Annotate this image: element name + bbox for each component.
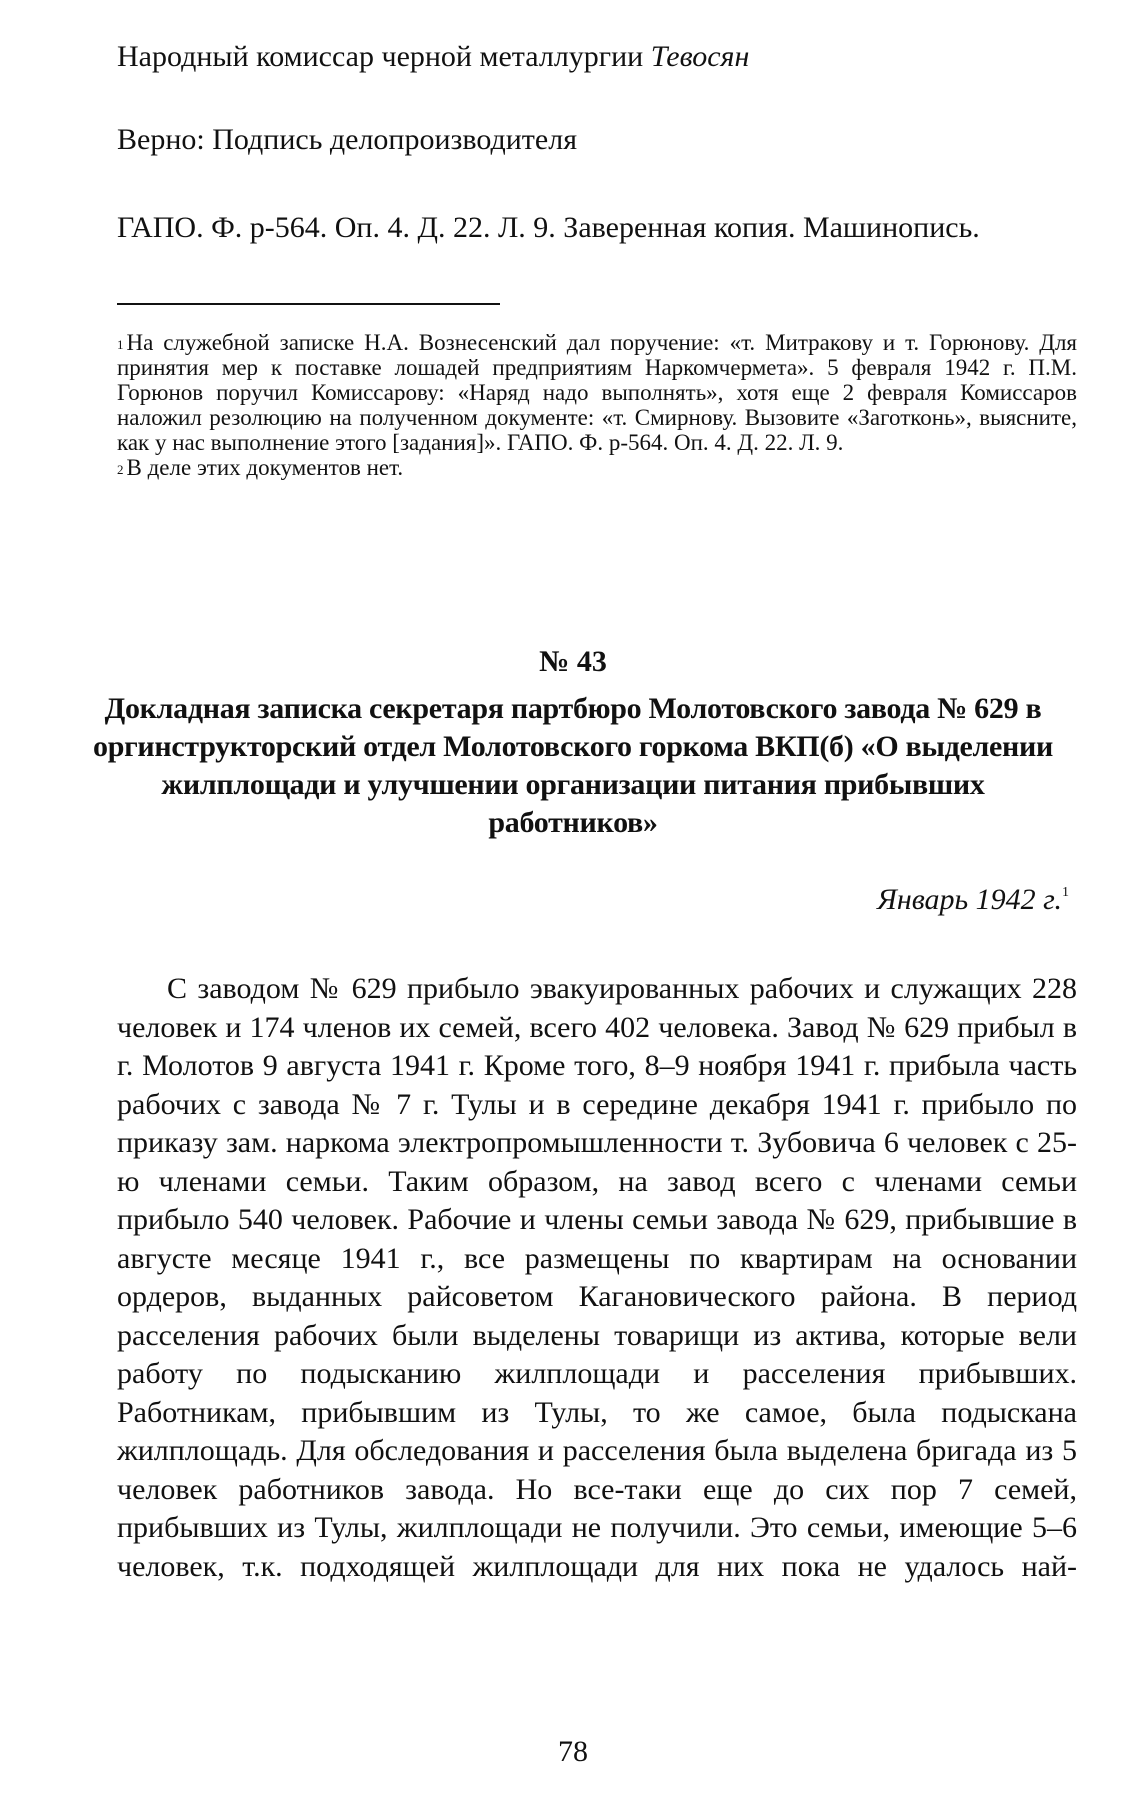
date-footnote-mark: 1 [1062, 885, 1069, 900]
signature-line: Народный комиссар черной металлургии [117, 40, 644, 73]
document-date-text: Январь 1942 г. [877, 883, 1062, 916]
document-title: Докладная записка секретаря партбюро Молотовского завода № 629 в оргинструкторский отдел Молотовского горкома ВКП(б) «О выделении жилплощади и улучшении организации питания прибывших работников» [93, 692, 1053, 839]
document-number: № 43 [539, 645, 607, 678]
signature-block [117, 40, 749, 74]
footnote-text: На служебной записке Н.А. Вознесенский дал поручение: «т. Митракову и т. Горюнову. Для принятия мер к поставке лошадей предприятиям Наркомчермета». 5 февраля 1942 г. П.М. Горюнов поручил Комиссарову: «Наряд надо выполнять», хотя еще 2 февраля Комиссаров наложил резолюцию на полученном документе: «т. Смирнову. Вызовите «Заготконь», выясните, как у нас выполнение этого [задания]». ГАПО. Ф. р-564. Оп. 4. Д. 22. Л. 9. [117, 330, 1077, 455]
footnote-mark: 2 [117, 462, 124, 477]
footnote-divider [117, 303, 500, 305]
footnotes [117, 330, 1077, 480]
footnote-text: В деле этих документов нет. [126, 455, 404, 480]
footnote-mark: 1 [117, 337, 124, 352]
footnote [117, 455, 1077, 480]
footnote [117, 330, 1077, 455]
archive-reference: ГАПО. Ф. р-564. Оп. 4. Д. 22. Л. 9. Заверенная копия. Машинопись. [117, 211, 980, 244]
document-date [877, 883, 1069, 917]
document-body: С заводом № 629 прибыло эвакуированных рабочих и служащих 228 человек и 174 членов их семей, всего 402 человека. Завод № 629 прибыл в г. Молотов 9 августа 1941 г. Кроме того, 8–9 ноября 1941 г. прибыла часть рабочих с завода № 7 г. Тулы и в середине декабря 1941 г. прибыло по приказу зам. наркома электропромышленности т. Зубовича 6 человек с 25-ю членами семьи. Таким образом, на завод всего с членами семьи прибыло 540 человек. Рабочие и члены семьи завода № 629, прибывшие в августе месяце 1941 г., все размещены по квартирам на основании ордеров, выданных райсоветом Кагановического района. В период расселения рабочих были выделены товарищи из актива, которые вели работу по подысканию жилплощади и расселения прибывших. Работникам, прибывшим из Тулы, то же самое, была подыскана жилплощадь. Для обследования и расселения была выделена бригада из 5 человек работников завода. Но все-таки еще до сих пор 7 семей, прибывших из Тулы, жилплощади не получили. Это семьи, имеющие 5–6 человек, т.к. подходящей жилплощади для них пока не удалось най- [117, 972, 1077, 1583]
page-number: 78 [558, 1735, 588, 1768]
verification-line: Верно: Подпись делопроизводителя [117, 123, 578, 156]
signature-name: Тевосян [650, 40, 750, 73]
